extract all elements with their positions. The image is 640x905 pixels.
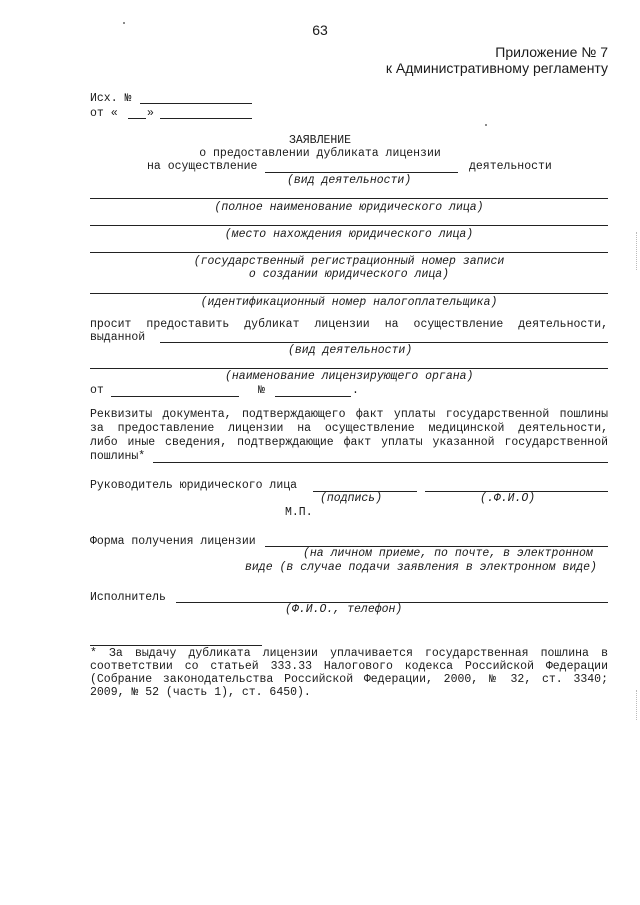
license-number-label: № bbox=[258, 384, 265, 397]
issued-label: выданной bbox=[90, 331, 146, 344]
appendix-line2: к Административному регламенту bbox=[385, 60, 608, 76]
head-signature-caption: (подпись) bbox=[320, 492, 383, 505]
location-caption: (место нахождения юридического лица) bbox=[224, 228, 474, 241]
document-subtitle: о предоставлении дубликата лицензии bbox=[199, 147, 441, 160]
scan-edge-mark bbox=[636, 690, 638, 720]
footnote-line2: соответствии со статьей 333.33 Налогового кодекса Российской Федерации bbox=[90, 660, 608, 673]
executor-label: Исполнитель bbox=[90, 591, 166, 604]
receipt-form-caption-1: (на личном приеме, по почте, в электронном bbox=[303, 547, 593, 560]
date-month-year-field[interactable] bbox=[160, 118, 252, 119]
scan-speck bbox=[485, 124, 487, 126]
issued-activity-caption: (вид деятельности) bbox=[288, 344, 413, 357]
footnote-rule bbox=[90, 645, 262, 646]
executor-caption: (Ф.И.О., телефон) bbox=[285, 603, 403, 616]
page-number: 63 bbox=[312, 22, 328, 38]
authority-field[interactable] bbox=[90, 368, 608, 369]
inn-field[interactable] bbox=[90, 293, 608, 294]
document-title: ЗАЯВЛЕНИЕ bbox=[288, 134, 352, 147]
license-date-label: от bbox=[90, 384, 104, 397]
request-text: просит предоставить дубликат лицензии на осуществление деятельности, bbox=[90, 318, 608, 331]
footnote-line1: * За выдачу дубликата лицензии уплачивается государственная пошлина в bbox=[90, 647, 608, 660]
license-end-dot: . bbox=[352, 384, 359, 397]
reg-number-field[interactable] bbox=[90, 252, 608, 253]
payment-line3: либо иные сведения, подтверждающие факт уплаты указанной государственной bbox=[90, 436, 608, 449]
title-activity-prefix: на осуществление bbox=[147, 160, 258, 173]
receipt-form-label: Форма получения лицензии bbox=[90, 535, 256, 548]
appendix-line1: Приложение № 7 bbox=[495, 44, 608, 60]
receipt-form-caption-2: виде (в случае подачи заявления в электронном виде) bbox=[245, 561, 597, 574]
issued-activity-field[interactable] bbox=[160, 342, 608, 343]
out-number-field[interactable] bbox=[140, 103, 252, 104]
scan-speck bbox=[123, 22, 125, 24]
out-number-label: Исх. № bbox=[90, 92, 132, 105]
stamp-label: М.П. bbox=[285, 506, 313, 519]
date-day-field[interactable] bbox=[128, 118, 146, 119]
full-name-caption: (полное наименование юридического лица) bbox=[214, 201, 484, 214]
license-date-field[interactable] bbox=[111, 396, 239, 397]
footnote-line3: (Собрание законодательства Российской Федерации, 2000, № 32, ст. 3340; bbox=[90, 673, 608, 686]
payment-line4: пошлины* bbox=[90, 450, 146, 463]
title-activity-field[interactable] bbox=[265, 172, 458, 173]
payment-line2: за предоставление лицензии на осуществление медицинской деятельности, bbox=[90, 422, 608, 435]
date-label-close: » bbox=[147, 107, 154, 120]
location-field[interactable] bbox=[90, 225, 608, 226]
authority-caption: (наименование лицензирующего органа) bbox=[225, 370, 474, 383]
license-number-field[interactable] bbox=[275, 396, 351, 397]
payment-field[interactable] bbox=[153, 462, 608, 463]
full-name-field[interactable] bbox=[90, 198, 608, 199]
reg-number-caption-2: о создании юридического лица) bbox=[248, 268, 450, 281]
scan-edge-mark bbox=[636, 232, 638, 270]
head-label: Руководитель юридического лица bbox=[90, 479, 298, 492]
inn-caption: (идентификационный номер налогоплательщика) bbox=[200, 296, 498, 309]
date-label-open: от « bbox=[90, 107, 118, 120]
payment-line1: Реквизиты документа, подтверждающего факт уплаты государственной пошлины bbox=[90, 408, 608, 421]
head-name-caption: (.Ф.И.О) bbox=[480, 492, 536, 505]
reg-number-caption-1: (государственный регистрационный номер записи bbox=[193, 255, 505, 268]
title-activity-caption: (вид деятельности) bbox=[287, 174, 412, 187]
footnote-line4: 2009, № 52 (часть 1), ст. 6450). bbox=[90, 686, 311, 699]
title-activity-suffix: деятельности bbox=[469, 160, 552, 173]
